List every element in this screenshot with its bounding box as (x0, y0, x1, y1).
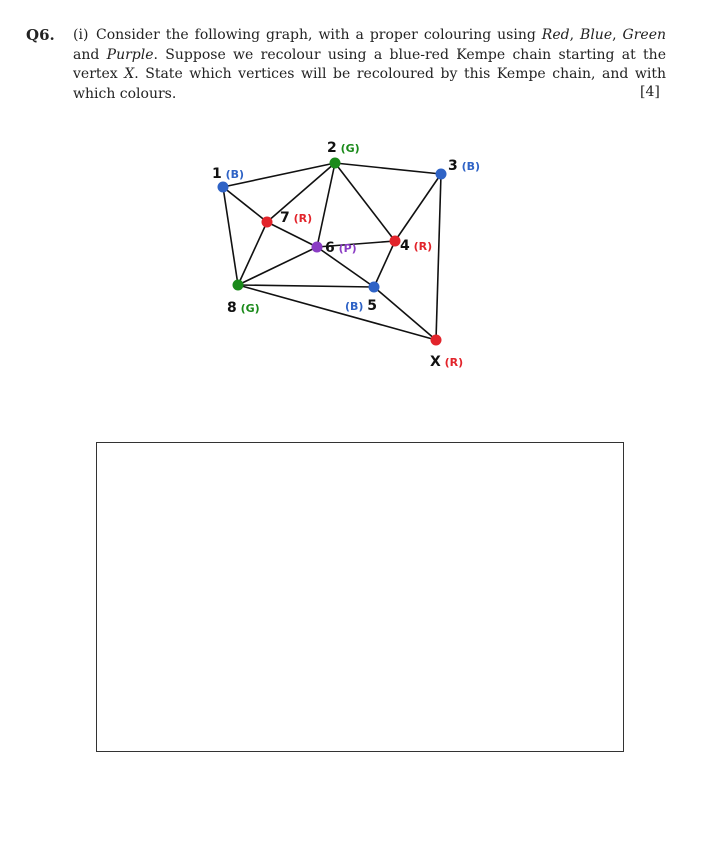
vertex-colour-label-1: (B) (221, 168, 245, 181)
edge-6-7 (267, 222, 317, 247)
vertex-label-1 (212, 166, 244, 182)
edge-3-4 (395, 174, 441, 241)
question-text: (i) Consider the following graph, with a proper colouring using Red, Blue, Green and Purple. Suppose we recolour using a blue-red Kempe chain starting at the vertex X. State which vertices will be recoloured by this Kempe chain, and with which colours. (73, 27, 667, 102)
vertex-1 (218, 182, 229, 193)
vertex-3 (436, 169, 447, 180)
vertex-X (431, 335, 442, 346)
vertex-label-3 (448, 158, 480, 174)
vertex-5 (369, 282, 380, 293)
edge-4-5 (374, 241, 395, 287)
vertex-label-7 (280, 210, 312, 226)
vertex-label-X (430, 354, 463, 370)
vertex-colour-label-5: (B) (345, 300, 368, 313)
vertex-colour-label-6: (P) (334, 242, 357, 255)
vertex-label-4 (400, 238, 432, 254)
marks-label: [4] (640, 84, 660, 100)
vertex-6 (312, 242, 323, 253)
edge-6-8 (238, 247, 317, 285)
question-number: Q6. (26, 26, 55, 44)
edge-1-8 (223, 187, 238, 285)
edge-2-3 (335, 163, 441, 174)
edge-2-4 (335, 163, 395, 241)
edge-3-X (436, 174, 441, 340)
vertex-name-8: 8 (227, 300, 237, 316)
vertex-colour-label-X: (R) (440, 356, 464, 369)
vertex-label-2 (327, 140, 360, 156)
vertex-colour-label-4: (R) (409, 240, 433, 253)
edge-8-X (238, 285, 436, 340)
edge-1-7 (223, 187, 267, 222)
vertex-name-6: 6 (325, 240, 335, 256)
vertex-name-2: 2 (327, 140, 337, 156)
vertex-2 (330, 158, 341, 169)
vertex-name-7: 7 (280, 210, 290, 226)
vertex-label-6 (325, 240, 357, 256)
vertex-7 (262, 217, 273, 228)
vertex-colour-label-2: (G) (336, 142, 360, 155)
vertex-4 (390, 236, 401, 247)
vertex-name-5: 5 (367, 298, 378, 314)
edge-7-8 (238, 222, 267, 285)
vertex-colour-label-8: (G) (236, 302, 260, 315)
vertex-label-5 (345, 298, 377, 314)
vertex-label-8 (227, 300, 260, 316)
vertex-name-X: X (430, 354, 441, 370)
vertex-colour-label-7: (R) (289, 212, 313, 225)
vertex-name-3: 3 (448, 158, 458, 174)
vertex-name-1: 1 (212, 166, 222, 182)
question-part: (i) (73, 27, 89, 43)
vertex-colour-label-3: (B) (457, 160, 481, 173)
vertex-name-4: 4 (400, 238, 410, 254)
answer-box[interactable] (96, 442, 624, 752)
vertex-8 (233, 280, 244, 291)
edge-5-8 (238, 285, 374, 287)
